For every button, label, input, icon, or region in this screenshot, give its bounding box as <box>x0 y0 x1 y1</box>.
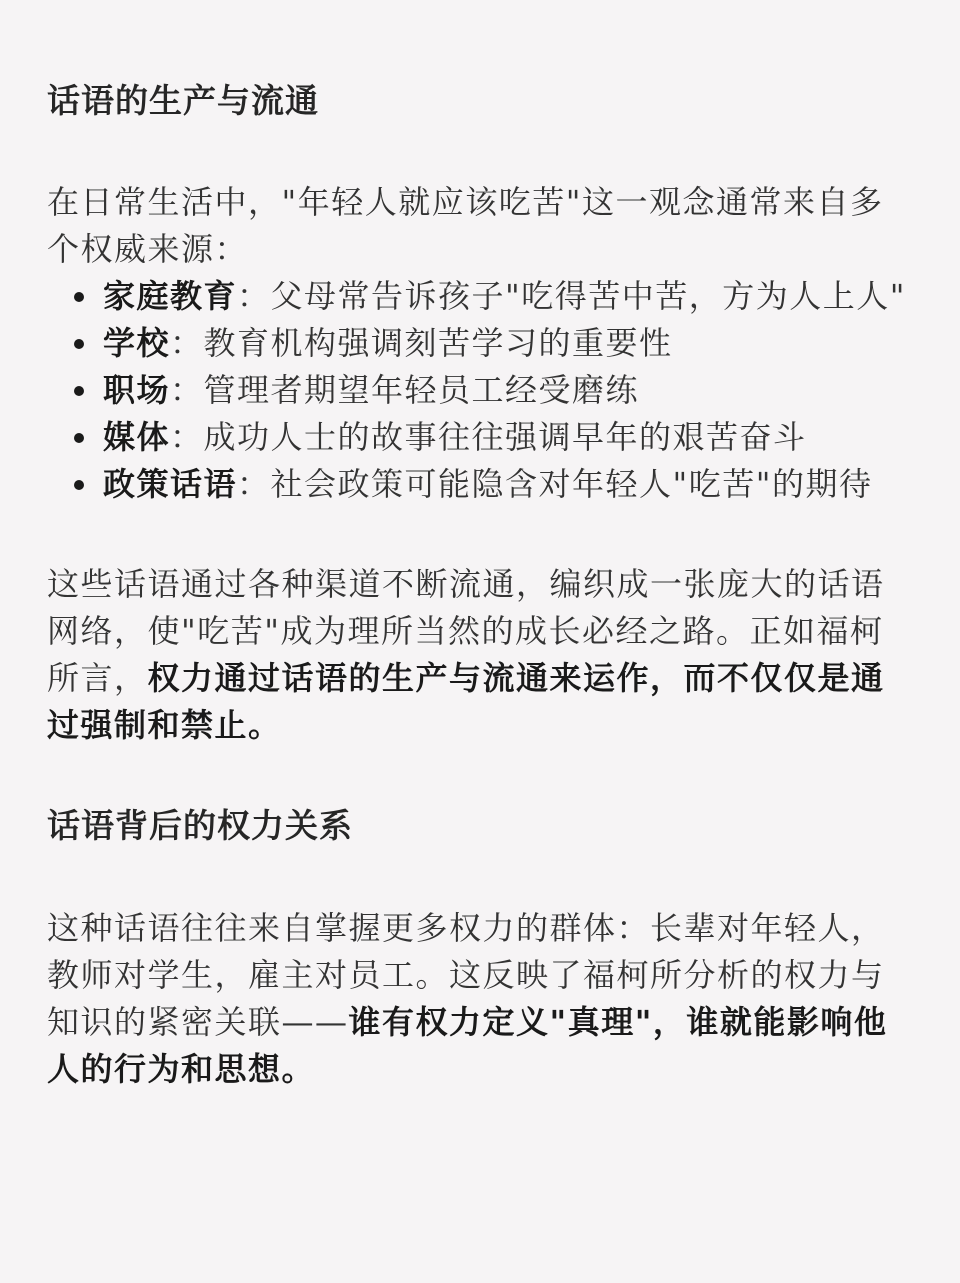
list-item-term: 媒体 <box>103 418 171 456</box>
bullet-icon <box>74 433 84 443</box>
list-item-text: 成功人士的故事往往强调早年的艰苦奋斗 <box>203 418 807 456</box>
bullet-icon <box>74 292 84 302</box>
list-item-text: 教育机构强调刻苦学习的重要性 <box>203 324 673 362</box>
section-heading-power-relations: 话语背后的权力关系 <box>47 806 353 845</box>
authority-sources-list <box>47 273 914 508</box>
bullet-icon <box>74 480 84 490</box>
list-item-text: 社会政策可能隐含对年轻人"吃苦"的期待 <box>270 465 873 503</box>
list-item-text: 父母常告诉孩子"吃得苦中苦，方为人上人" <box>270 277 906 315</box>
list-item-term: 家庭教育 <box>103 277 238 315</box>
closing-plain-text: 这些话语通过各种渠道不断流通，编织成一张庞大的话语网络，使"吃苦"成为理所当然的成长必经之路。正如福柯所言， <box>47 565 885 697</box>
power-plain-text: 这种话语往往来自掌握更多权力的群体：长辈对年轻人，教师对学生，雇主对员工。这反映了福柯所分析的权力与知识的紧密关联—— <box>47 909 885 1041</box>
list-item-term: 学校 <box>103 324 171 362</box>
list-item-separator: ： <box>170 371 204 409</box>
bullet-icon <box>74 386 84 396</box>
list-item-media <box>47 414 914 461</box>
list-item-separator: ： <box>237 277 271 315</box>
power-relations-paragraph <box>47 905 914 1093</box>
section-heading-discourse-production: 话语的生产与流通 <box>47 81 319 120</box>
power-emphasis-text: 谁有权力定义"真理"，谁就能影响他人的行为和思想。 <box>47 1003 888 1088</box>
bullet-icon <box>74 339 84 349</box>
closing-emphasis-text: 权力通过话语的生产与流通来运作，而不仅仅是通过强制和禁止。 <box>47 659 885 744</box>
list-item-term: 职场 <box>103 371 171 409</box>
list-item-separator: ： <box>170 418 204 456</box>
closing-paragraph <box>47 561 914 749</box>
list-item-family <box>47 273 914 320</box>
intro-paragraph: 在日常生活中，"年轻人就应该吃苦"这一观念通常来自多个权威来源： <box>47 183 884 268</box>
list-item-term: 政策话语 <box>103 465 238 503</box>
list-item-school <box>47 320 914 367</box>
list-item-separator: ： <box>237 465 271 503</box>
list-item-workplace <box>47 367 914 414</box>
list-item-text: 管理者期望年轻员工经受磨练 <box>203 371 640 409</box>
list-item-separator: ： <box>170 324 204 362</box>
list-item-policy <box>47 461 914 508</box>
